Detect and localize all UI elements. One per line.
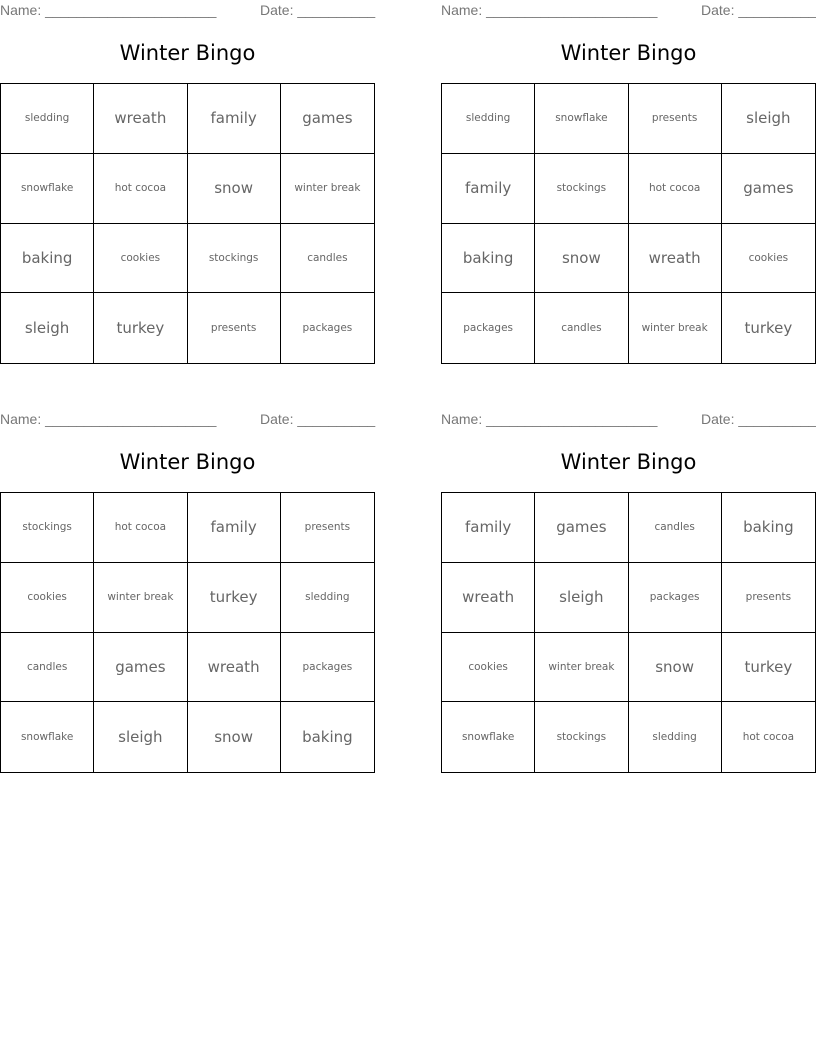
bingo-cell: sledding [629,702,722,772]
bingo-cell: baking [722,493,815,563]
card-header [441,411,816,429]
bingo-cell: winter break [281,154,374,224]
bingo-cell: hot cocoa [94,154,187,224]
bingo-cell: sledding [442,84,535,154]
bingo-cell: presents [629,84,722,154]
bingo-cell: family [442,154,535,224]
card-header [441,2,816,20]
bingo-cell: stockings [535,702,628,772]
bingo-cell: packages [629,563,722,633]
bingo-cell: sleigh [722,84,815,154]
bingo-cell: stockings [535,154,628,224]
bingo-card-3 [0,409,376,747]
bingo-card-2 [441,0,816,338]
date-field: Date: __________ [701,411,816,427]
bingo-cell: hot cocoa [629,154,722,224]
bingo-cell: snowflake [442,702,535,772]
bingo-cell: candles [281,224,374,294]
bingo-cell: snowflake [1,702,94,772]
bingo-cell: packages [442,293,535,363]
bingo-cell: sleigh [94,702,187,772]
bingo-cell: turkey [744,319,793,338]
bingo-cell: games [535,493,628,563]
date-field: Date: __________ [260,411,376,427]
bingo-cell: turkey [722,633,815,703]
bingo-grid [0,83,375,364]
bingo-card-1 [0,0,376,338]
bingo-cell: family [188,493,281,563]
name-field: Name: ______________________ [441,411,658,427]
bingo-cell: sledding [281,563,374,633]
bingo-cell: winter break [535,633,628,703]
date-field: Date: __________ [701,2,816,18]
bingo-cell: cookies [94,224,187,294]
bingo-cell: wreath [629,224,722,294]
bingo-cell: cookies [442,633,535,703]
bingo-cell: snowflake [535,84,628,154]
bingo-grid [441,492,816,773]
bingo-cell: wreath [94,84,187,154]
bingo-cell: sledding [1,84,94,154]
bingo-cell: baking [442,224,535,294]
bingo-cell: hot cocoa [742,731,795,744]
bingo-cell: family [442,493,535,563]
card-title: Winter Bingo [560,41,697,65]
bingo-cell: snowflake [1,154,94,224]
bingo-cell: turkey [188,563,281,633]
bingo-cell: winter break [94,563,187,633]
bingo-cell: wreath [188,633,281,703]
bingo-cell: presents [722,563,815,633]
bingo-cell: candles [535,293,628,363]
bingo-cell: winter break [629,293,722,363]
bingo-card-4 [441,409,816,744]
bingo-cell: snow [535,224,628,294]
bingo-cell: baking [1,224,94,294]
bingo-cell: snow [629,633,722,703]
bingo-cell: presents [281,493,374,563]
bingo-cell: stockings [188,224,281,294]
name-field: Name: ______________________ [0,2,217,18]
bingo-cell: sleigh [535,563,628,633]
bingo-cell: hot cocoa [94,493,187,563]
bingo-grid [441,83,816,364]
card-header [0,2,375,20]
bingo-cell: snow [188,702,281,772]
card-title: Winter Bingo [560,450,697,474]
card-title: Winter Bingo [119,41,256,65]
bingo-cell: snow [188,154,281,224]
bingo-cell: games [722,154,815,224]
bingo-cell: candles [1,633,94,703]
bingo-grid [0,492,375,773]
bingo-cell: sleigh [1,293,94,363]
bingo-cell: cookies [1,563,94,633]
bingo-cell: packages [281,633,374,703]
name-field: Name: ______________________ [441,2,658,18]
bingo-cell: presents [188,293,281,363]
bingo-cell: candles [629,493,722,563]
date-field: Date: __________ [260,2,376,18]
bingo-cell: games [94,633,187,703]
bingo-cell: turkey [94,293,187,363]
bingo-cell: cookies [722,224,815,294]
card-header [0,411,375,429]
bingo-cell: packages [302,322,353,335]
bingo-cell: baking [302,728,353,747]
name-field: Name: ______________________ [0,411,217,427]
bingo-cell: family [188,84,281,154]
card-title: Winter Bingo [119,450,256,474]
bingo-cell: wreath [442,563,535,633]
bingo-cell: games [281,84,374,154]
bingo-cell: stockings [1,493,94,563]
